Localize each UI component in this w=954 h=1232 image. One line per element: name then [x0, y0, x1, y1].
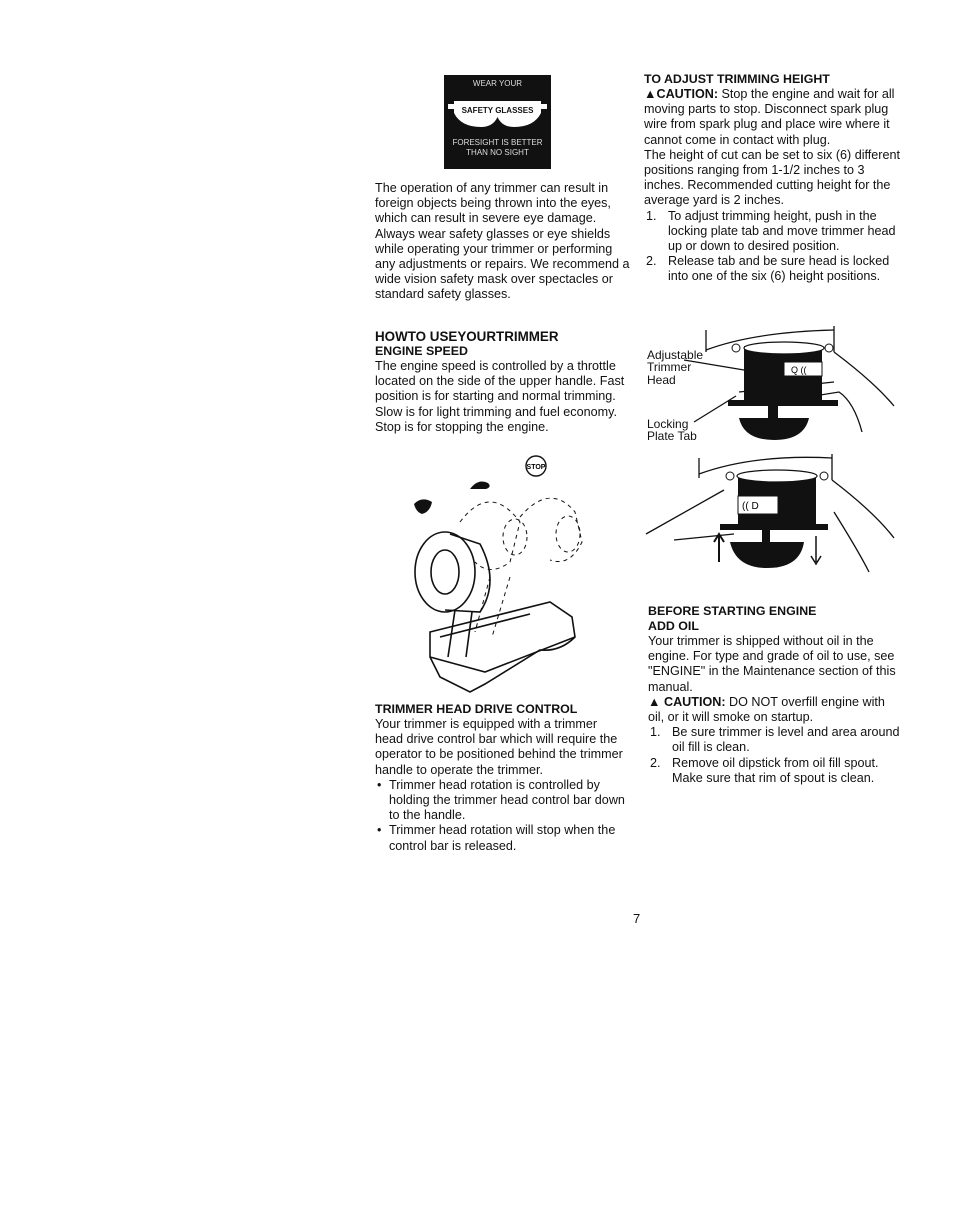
list-item — [648, 756, 902, 786]
adjust-height-heading: TO ADJUST TRIMMING HEIGHT — [644, 72, 830, 86]
label-head: Head — [647, 372, 676, 387]
badge-mid-text: SAFETY GLASSES — [461, 106, 534, 115]
caution-icon: ▲ — [648, 694, 664, 709]
caution-text: Stop the engine and wait for all moving parts to stop. Disconnect spark plug wire from spark plug and place wire where it cannot come in contact with plug. — [644, 87, 895, 147]
caution-icon: ▲ — [644, 87, 657, 101]
drive-control-heading: TRIMMER HEAD DRIVE CONTROL — [375, 702, 578, 716]
engine-speed-text: The engine speed is controlled by a throttle located on the side of the upper handle. Fast position is for starting and normal trimming. Slow is for light trimming and fuel economy. Stop is for stopping the engine. — [375, 359, 625, 434]
list-item — [644, 209, 900, 255]
turtle-icon — [414, 499, 432, 514]
height-text: The height of cut can be set to six (6) different positions ranging from 1-1/2 inches to 3 inches. Recommended cutting height for the average yard is 2 inches. — [644, 147, 900, 208]
before-starting-heading: BEFORE STARTING ENGINE — [648, 604, 817, 618]
svg-text:Q ((: Q (( — [791, 365, 807, 375]
rabbit-icon — [470, 481, 490, 489]
step-text: To adjust trimming height, push in the locking plate tab and move trimmer head up or down to desired position. — [668, 208, 896, 254]
label-locking: Locking — [647, 417, 689, 431]
safety-glasses-badge — [444, 75, 551, 169]
list-item: • Trimmer head rotation is controlled by holding the trimmer head control bar down to the handle. — [375, 778, 627, 824]
list-item: • Trimmer head rotation will stop when the control bar is released. — [375, 823, 627, 853]
engine-speed-section — [375, 329, 633, 435]
badge-bottom-line1: FORESIGHT IS BETTER — [452, 138, 543, 147]
step-number: 1. — [650, 725, 661, 740]
label-adjustable-trimmer-head — [647, 349, 703, 386]
stop-icon-text: STOP — [526, 464, 546, 471]
trimmer-head-figure-bottom — [644, 452, 896, 582]
list-item — [644, 254, 900, 284]
oil-steps — [648, 725, 902, 786]
label-plate-tab: Plate Tab — [647, 429, 697, 444]
badge-bottom-line2: THAN NO SIGHT — [466, 148, 529, 157]
engine-speed-heading: ENGINE SPEED — [375, 344, 468, 358]
list-item — [648, 725, 902, 755]
caution-paragraph — [644, 87, 900, 148]
adjust-height-section — [644, 72, 900, 285]
caution-label: CAUTION: — [656, 87, 719, 101]
svg-text:(( D: (( D — [742, 501, 759, 512]
safety-glasses-icon — [444, 75, 551, 169]
drive-control-bullets — [375, 778, 627, 854]
badge-top-text: WEAR YOUR — [472, 79, 523, 88]
label-adjustable: Adjustable — [647, 348, 704, 362]
step-number: 1. — [646, 208, 657, 223]
page-number: 7 — [633, 911, 641, 926]
how-to-use-heading: HOWTO USEYOURTRIMMER — [375, 329, 559, 344]
label-locking-plate-tab — [647, 418, 697, 443]
adjust-steps — [644, 209, 900, 285]
oil-text: Your trimmer is shipped without oil in the engine. For type and grade of oil to use, see "ENGINE" in the Maintenance section of this manual. — [648, 634, 896, 694]
before-starting-section — [648, 604, 902, 786]
label-trimmer: Trimmer — [647, 360, 692, 375]
left-column-intro — [375, 181, 631, 303]
step-number: 2. — [650, 755, 661, 770]
add-oil-heading: ADD OIL — [648, 619, 699, 633]
oil-caution-text: DO NOT overfill engine with oil, or it will smoke on startup. — [648, 694, 885, 725]
step-number: 2. — [646, 254, 657, 269]
drive-control-section — [375, 702, 627, 854]
step-text: Release tab and be sure head is locked into one of the six (6) height positions. — [668, 254, 890, 284]
throttle-illustration — [400, 452, 612, 697]
drive-control-text: Your trimmer is equipped with a trimmer head drive control bar which will require the operator to be positioned behind the trimmer handle to operate the trimmer. — [375, 717, 623, 777]
step-text: Remove oil dipstick from oil fill spout. Make sure that rim of spout is clean. — [672, 755, 879, 785]
step-text: Be sure trimmer is level and area around oil fill is clean. — [672, 725, 900, 755]
safety-intro-text: The operation of any trimmer can result in foreign objects being thrown into the eyes, which can result in severe eye damage. Always wear safety glasses or eye shields while operating your trimmer or performing any adjustments or repairs. We recommend a wide vision safety mask over spectacles or standard safety glasses. — [375, 181, 630, 302]
oil-caution-label: CAUTION: — [663, 694, 726, 709]
oil-caution-paragraph — [648, 695, 902, 725]
